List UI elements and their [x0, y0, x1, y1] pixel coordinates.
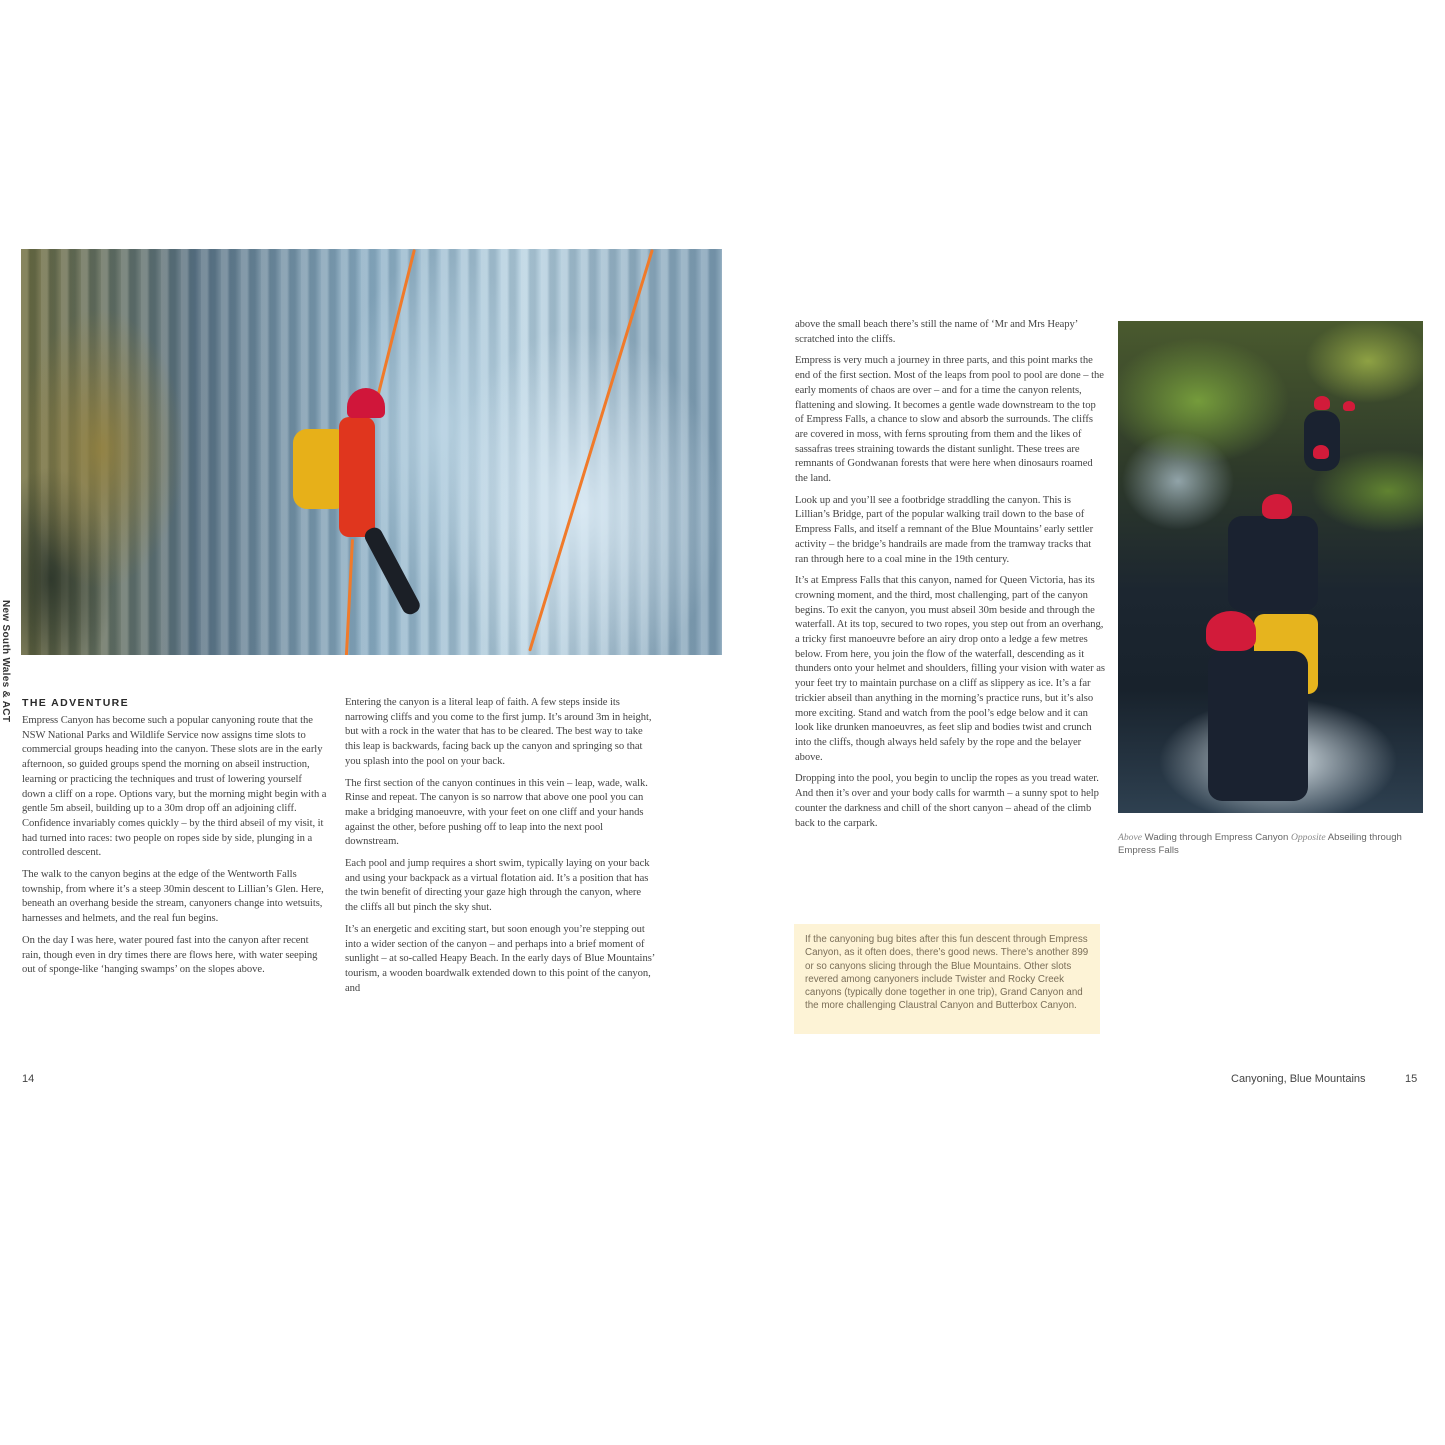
helmet	[1206, 611, 1256, 651]
running-side-label-text: New South Wales & ACT	[0, 600, 11, 723]
leg	[362, 525, 422, 617]
photo-caption	[1118, 831, 1408, 857]
text-column-3	[795, 318, 1105, 838]
section-heading: THE ADVENTURE	[22, 697, 130, 709]
paragraph: Dropping into the pool, you begin to unclip the ropes as you tread water. And then it’s over and your body calls for warmth – a sunny spot to help counter the darkness and chill of the short canyon – ahead of the climb back to the carpark.	[795, 773, 1099, 829]
text-column-1	[22, 714, 327, 985]
page-number-left: 14	[22, 1073, 35, 1085]
rope-left-lower	[345, 539, 354, 655]
rope-right	[528, 249, 654, 652]
paragraph: The first section of the canyon continues in this vein – leap, wade, walk. Rinse and repeat. The canyon is so narrow that above one pool you can make a bridging manoeuvre, with your feet on one cliff and your hands against the other, before pushing off to leap into the next pool downstream.	[345, 777, 648, 848]
paragraph: Each pool and jump requires a short swim, typically laying on your back and using your backpack as a virtual flotation aid. It’s a position that has the twin benefit of directing your gaze high through the canyon, where the cliffs all but pinch the sky shut.	[345, 858, 650, 914]
helmet	[1314, 396, 1330, 410]
helmet	[1262, 494, 1292, 519]
caption-label-above: Above	[1118, 832, 1142, 843]
helmet	[1313, 445, 1329, 459]
paragraph: On the day I was here, water poured fast into the canyon after recent rain, though even in dry times there are flows here, with water seeping out of sponge-like ‘hanging swamps’ on the slopes above.	[22, 934, 318, 976]
caption-label-opposite: Opposite	[1290, 832, 1326, 843]
paragraph: It’s at Empress Falls that this canyon, named for Queen Victoria, has its crowning moment, and the third, most challenging, part of the canyon begins. To exit the canyon, you must abseil 30m beside and through the waterfall. At its top, secured to two ropes, you step out from an overhang, a tricky first manoeuvre before an airy drop onto a ledge a few metres below. From here, you join the flow of the waterfall, descending as it thunders onto your helmet and shoulders, filling your vision with water as your feet try to maintain purchase on a cliff as slippery as ice. It’s a far trickier abseil than anything in the morning’s practice runs, but it’s also more exciting. Stand and watch from the pool’s edge below and it can look like drunken manoeuvres, as feet slip and bodies twist and crunch into the cliffs, though always held safely by the rope and the belayer above.	[795, 575, 1105, 763]
rope-left	[372, 249, 416, 415]
page-number-right: 15	[1405, 1073, 1418, 1085]
canyon-wading-photo	[1118, 321, 1423, 813]
helmet	[1343, 401, 1355, 411]
caption-text-above: Wading through Empress Canyon	[1144, 832, 1289, 843]
caption-text-opposite: Abseiling through Empress Falls	[1118, 832, 1402, 856]
helmet	[347, 388, 385, 418]
running-side-label	[0, 600, 12, 760]
paragraph: It’s an energetic and exciting start, but soon enough you’re stepping out into a wider section of the canyon – and perhaps into a brief moment of sunlight – at so-called Heapy Beach. In the early days of Blue Mountains’ tourism, a wooden boardwalk extended down to this point of the canyon, and	[345, 923, 655, 994]
person	[1228, 516, 1318, 611]
text-column-2	[345, 696, 655, 1003]
paragraph: The walk to the canyon begins at the edge of the Wentworth Falls township, from where it’s a steep 30min descent to Lillian’s Glen. Here, beneath an overhang beside the stream, canyoners change into wetsuits, harnesses and helmets, and the real fun begins.	[22, 869, 324, 925]
jacket	[339, 417, 375, 537]
paragraph: Empress Canyon has become such a popular canyoning route that the NSW National Parks and Wildlife Service now assigns time slots to commercial groups heading into the canyon. These slots are in the early afternoon, so guided groups spend the morning on abseil instruction, learning or practicing the techniques and trust of lowering yourself down a cliff on a rope. Options vary, but the morning might begin with a gentle 5m abseil, building up to a 30m drop off an adjoining cliff. Confidence invariably comes quickly – by the third abseil of my visit, it had turned into races: two people on ropes side by side, plunging in a controlled descent.	[22, 715, 327, 859]
sidebar-text: If the canyoning bug bites after this fun descent through Empress Canyon, as it often does, there’s good news. There’s another 899 or so canyons slicing through the Blue Mountains. Other slots revered among canyoners include Twister and Rocky Creek canyons (typically done together in one trip), Grand Canyon and the more challenging Claustral Canyon and Butterbox Canyon.	[805, 934, 1089, 1012]
person	[1304, 411, 1340, 471]
person	[1208, 651, 1308, 801]
paragraph: Entering the canyon is a literal leap of faith. A few steps inside its narrowing cliffs and you come to the first jump. It’s around 3m in height, but with a rock in the water that has to be cleared. The best way to take this leap is backwards, facing back up the canyon and springing so that you splash into the pool on your back.	[345, 697, 652, 767]
paragraph: Look up and you’ll see a footbridge straddling the canyon. This is Lillian’s Bridge, part of the popular walking trail down to the base of Empress Falls, and itself a remnant of the Blue Mountains’ early settler activity – the bridge’s handrails are made from the tramway tracks that ran through here to a coal mine in the 19th century.	[795, 494, 1094, 565]
paragraph: above the small beach there’s still the name of ‘Mr and Mrs Heapy’ scratched into the cliffs.	[795, 319, 1078, 345]
abseiling-photo	[21, 249, 722, 655]
paragraph: Empress is very much a journey in three parts, and this point marks the end of the first section. Most of the leaps from pool to pool are done – the early moments of chaos are over – and for a time the canyon relents, flattening and slowing. It becomes a gentle wade downstream to the top of Empress Falls, a chance to slow and absorb the surrounds. The cliffs are covered in moss, with ferns sprouting from them and the likes of sassafras trees straining towards the distant sunlight. These trees are remnants of Gondwanan forests that were here when dinosaurs roamed the land.	[795, 355, 1104, 485]
sidebar-box	[794, 924, 1100, 1034]
running-title: Canyoning, Blue Mountains	[1231, 1073, 1366, 1085]
